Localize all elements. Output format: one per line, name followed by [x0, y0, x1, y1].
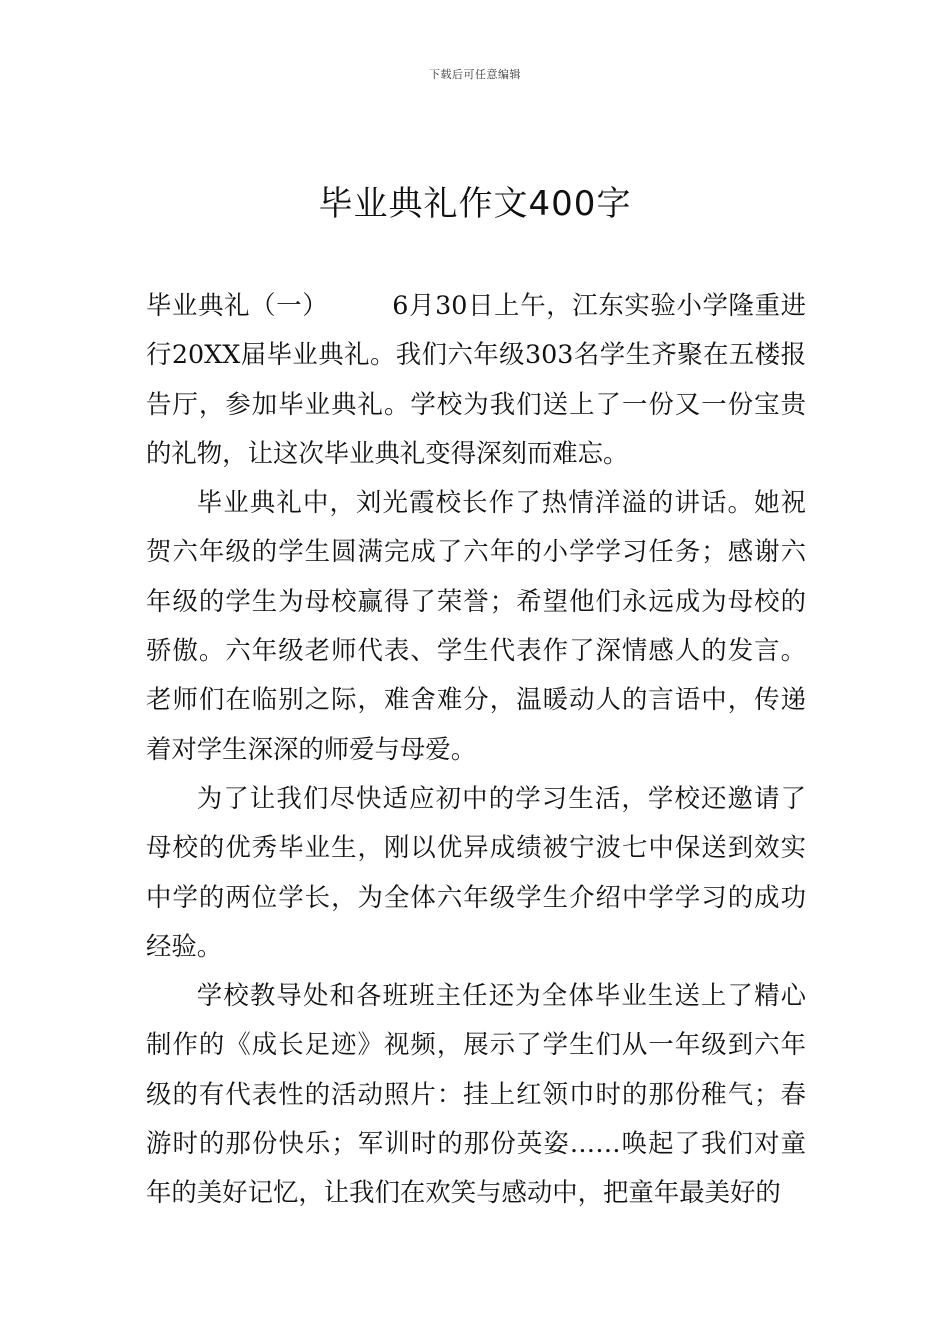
- article-body: [146, 281, 806, 1218]
- section-label: 毕业典礼（一）: [146, 290, 329, 320]
- paragraph-text: 6月30日上午，江东实验小学隆重进行20XX届毕业典礼。我们六年级303名学生齐聚在五楼报告厅，参加毕业典礼。学校为我们送上了一份又一份宝贵的礼物，让这次毕业典礼变得深刻而难忘。: [146, 290, 806, 468]
- page-title: 毕业典礼作文400字: [318, 184, 632, 224]
- paragraph-4: 学校教导处和各班班主任还为全体毕业生送上了精心制作的《成长足迹》视频，展示了学生们从一年级到六年级的有代表性的活动照片：挂上红领巾时的那份稚气；春游时的那份快乐；军训时的那份英姿……唤起了我们对童年的美好记忆，让我们在欢笑与感动中，把童年最美好的: [146, 980, 806, 1208]
- paragraph-2: 毕业典礼中，刘光霞校长作了热情洋溢的讲话。她祝贺六年级的学生圆满完成了六年的小学学习任务；感谢六年级的学生为母校赢得了荣誉；希望他们永远成为母校的骄傲。六年级老师代表、学生代表作了深情感人的发言。老师们在临别之际，难舍难分，温暖动人的言语中，传递着对学生深深的师爱与母爱。: [146, 487, 806, 764]
- header-note: 下载后可任意编辑: [429, 68, 521, 81]
- paragraph-3: 为了让我们尽快适应初中的学习生活，学校还邀请了母校的优秀毕业生，刚以优异成绩被宁波七中保送到效实中学的两位学长，为全体六年级学生介绍中学学习的成功经验。: [146, 782, 806, 961]
- paragraph-1: [146, 281, 806, 478]
